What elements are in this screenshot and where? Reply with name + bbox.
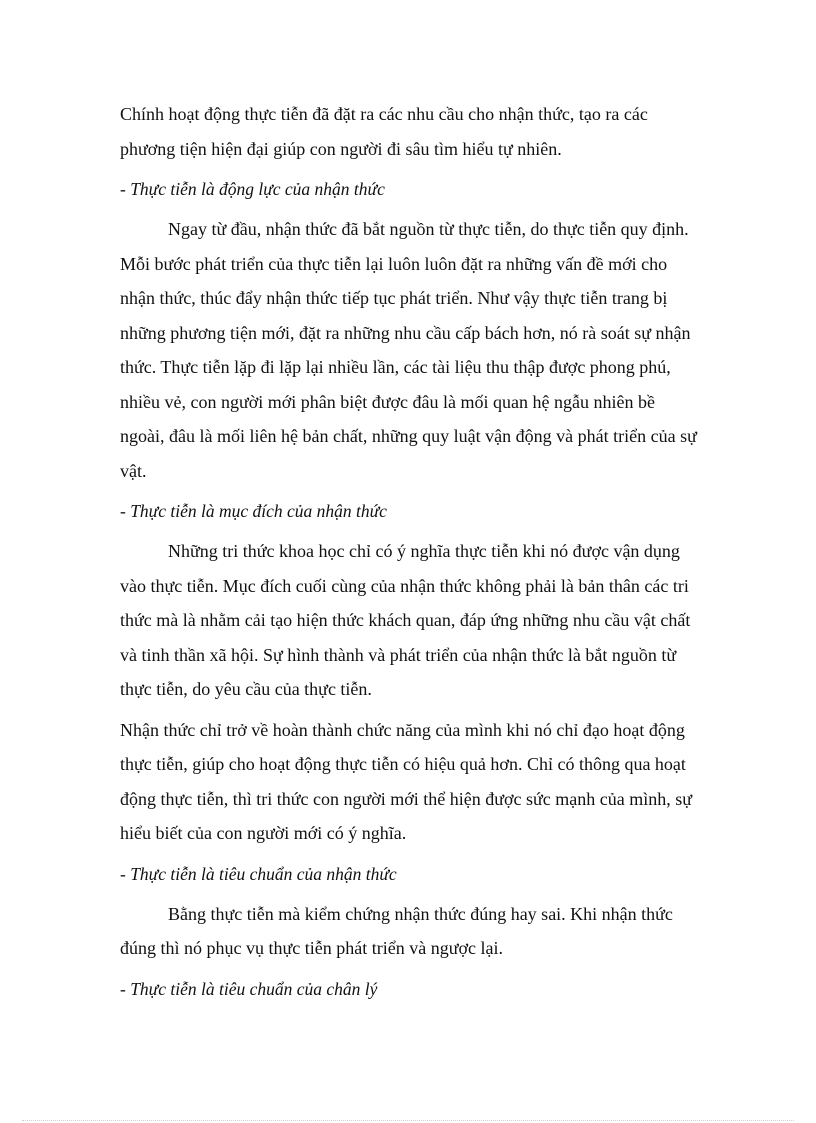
document-body: [120, 97, 700, 1012]
paragraph-intro: Chính hoạt động thực tiễn đã đặt ra các nhu cầu cho nhận thức, tạo ra các phương tiện hiện đại giúp con người đi sâu tìm hiểu tự nhiên.: [120, 104, 648, 159]
paragraph-motivation: Ngay từ đầu, nhận thức đã bắt nguồn từ thực tiễn, do thực tiễn quy định. Mỗi bước phát triển của thực tiễn lại luôn luôn đặt ra những vấn đề mới cho nhận thức, thúc đẩy nhận thức tiếp tục phát triển. Như vậy thực tiễn trang bị những phương tiện mới, đặt ra những nhu cầu cấp bách hơn, nó rà soát sự nhận thức. Thực tiễn lặp đi lặp lại nhiều lần, các tài liệu thu thập được phong phú, nhiều vẻ, con người mới phân biệt được đâu là mối quan hệ ngẫu nhiên bề ngoài, đâu là mối liên hệ bản chất, những quy luật vận động và phát triển của sự vật.: [120, 219, 697, 481]
paragraph-purpose-continued: Nhận thức chỉ trở về hoàn thành chức năng của mình khi nó chỉ đạo hoạt động thực tiễn, giúp cho hoạt động thực tiễn có hiệu quả hơn. Chỉ có thông qua hoạt động thực tiễn, thì tri thức con người mới thể hiện được sức mạnh của mình, sự hiểu biết của con người mới có ý nghĩa.: [120, 719, 692, 843]
section-heading-motivation: - Thực tiễn là động lực của nhận thức: [120, 179, 385, 199]
section-heading-purpose: - Thực tiễn là mục đích của nhận thức: [120, 501, 387, 521]
paragraph-purpose: Những tri thức khoa học chỉ có ý nghĩa thực tiễn khi nó được vận dụng vào thực tiễn. Mục đích cuối cùng của nhận thức không phải là bản thân các tri thức mà là nhằm cải tạo hiện thức khách quan, đáp ứng những nhu cầu vật chất và tinh thần xã hội. Sự hình thành và phát triển của nhận thức là bắt nguồn từ thực tiễn, do yêu cầu của thực tiễn.: [120, 541, 691, 699]
paragraph-criterion-knowledge: Bằng thực tiễn mà kiểm chứng nhận thức đúng hay sai. Khi nhận thức đúng thì nó phục vụ thực tiễn phát triển và ngược lại.: [120, 903, 673, 958]
page-bottom-divider: [22, 1120, 794, 1121]
section-heading-criterion-knowledge: - Thực tiễn là tiêu chuẩn của nhận thức: [120, 863, 397, 884]
section-heading-criterion-truth: - Thực tiễn là tiêu chuẩn của chân lý: [120, 978, 378, 999]
